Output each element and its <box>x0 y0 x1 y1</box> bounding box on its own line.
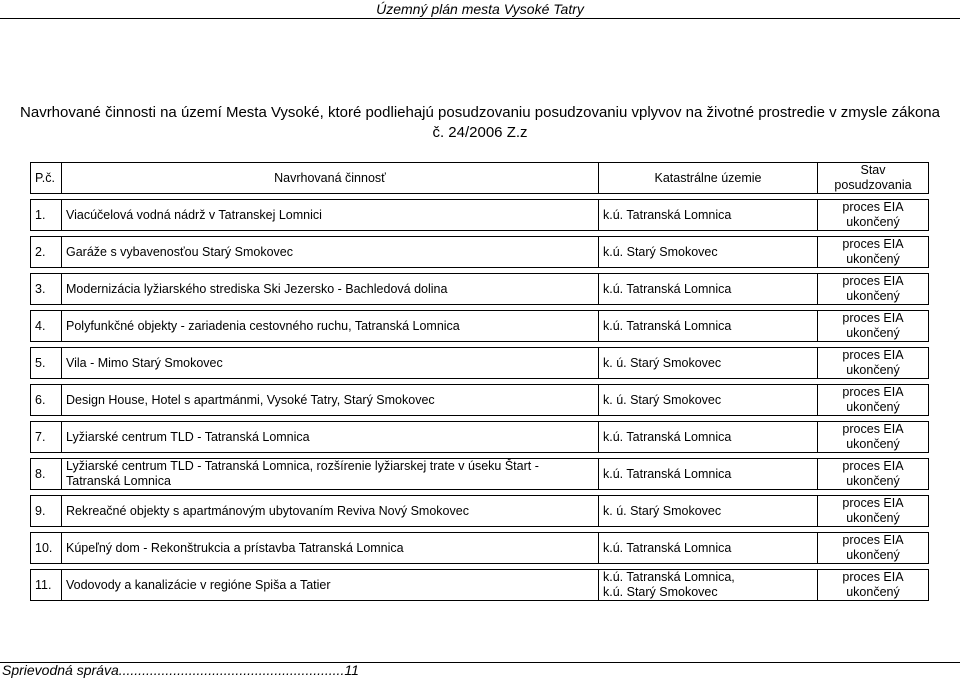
table-row <box>31 274 929 305</box>
row-status: proces EIA ukončený <box>818 237 929 268</box>
row-number: 8. <box>31 459 62 490</box>
row-number: 9. <box>31 496 62 527</box>
row-status: proces EIA ukončený <box>818 385 929 416</box>
row-cadastral-area: k.ú. Tatranská Lomnica <box>599 311 818 342</box>
header-number: P.č. <box>31 163 62 194</box>
row-cadastral-area: k.ú. Tatranská Lomnica <box>599 274 818 305</box>
table-row <box>31 496 929 527</box>
row-status: proces EIA ukončený <box>818 496 929 527</box>
table-row <box>31 533 929 564</box>
row-cadastral-area: k. ú. Starý Smokovec <box>599 385 818 416</box>
table-row <box>31 570 929 601</box>
row-activity: Modernizácia lyžiarského strediska Ski Jezersko - Bachledová dolina <box>62 274 599 305</box>
table-row <box>31 311 929 342</box>
row-activity: Garáže s vybavenosťou Starý Smokovec <box>62 237 599 268</box>
row-activity: Vodovody a kanalizácie v regióne Spiša a Tatier <box>62 570 599 601</box>
row-status: proces EIA ukončený <box>818 570 929 601</box>
row-number: 3. <box>31 274 62 305</box>
row-activity: Polyfunkčné objekty - zariadenia cestovného ruchu, Tatranská Lomnica <box>62 311 599 342</box>
row-number: 5. <box>31 348 62 379</box>
header-divider <box>0 18 960 19</box>
row-activity: Lyžiarské centrum TLD - Tatranská Lomnica <box>62 422 599 453</box>
row-activity: Kúpeľný dom - Rekonštrukcia a prístavba Tatranská Lomnica <box>62 533 599 564</box>
table-row <box>31 348 929 379</box>
row-status: proces EIA ukončený <box>818 459 929 490</box>
row-number: 10. <box>31 533 62 564</box>
intro-paragraph: Navrhované činnosti na území Mesta Vysoké, ktoré podliehajú posudzovaniu posudzovaniu vplyvov na životné prostredie v zmysle zákona č. 24/2006 Z.z <box>20 104 940 141</box>
table-row <box>31 385 929 416</box>
row-cadastral-area: k. ú. Starý Smokovec <box>599 348 818 379</box>
row-number: 6. <box>31 385 62 416</box>
row-status: proces EIA ukončený <box>818 311 929 342</box>
row-activity: Viacúčelová vodná nádrž v Tatranskej Lomnici <box>62 200 599 231</box>
row-cadastral-area: k.ú. Starý Smokovec <box>599 237 818 268</box>
row-status: proces EIA ukončený <box>818 422 929 453</box>
row-status: proces EIA ukončený <box>818 274 929 305</box>
row-activity: Design House, Hotel s apartmánmi, Vysoké Tatry, Starý Smokovec <box>62 385 599 416</box>
row-status: proces EIA ukončený <box>818 200 929 231</box>
row-cadastral-area: k.ú. Tatranská Lomnica <box>599 459 818 490</box>
row-number: 4. <box>31 311 62 342</box>
row-status: proces EIA ukončený <box>818 533 929 564</box>
table-row <box>31 422 929 453</box>
header-status: Stav posudzovania <box>818 163 929 194</box>
row-cadastral-area: k.ú. Tatranská Lomnica <box>599 533 818 564</box>
footer-page-label: Sprievodná správa..........................................................11 <box>2 662 359 678</box>
projects-table <box>30 162 929 601</box>
header-cadastral-area: Katastrálne územie <box>599 163 818 194</box>
row-cadastral-area: k. ú. Starý Smokovec <box>599 496 818 527</box>
table-header-row <box>31 163 929 194</box>
table-row <box>31 459 929 490</box>
row-cadastral-area: k.ú. Tatranská Lomnica <box>599 200 818 231</box>
row-number: 11. <box>31 570 62 601</box>
row-activity: Rekreačné objekty s apartmánovým ubytovaním Reviva Nový Smokovec <box>62 496 599 527</box>
row-number: 7. <box>31 422 62 453</box>
row-activity: Vila - Mimo Starý Smokovec <box>62 348 599 379</box>
row-number: 1. <box>31 200 62 231</box>
row-activity: Lyžiarské centrum TLD - Tatranská Lomnica, rozšírenie lyžiarskej trate v úseku Štart - Tatranská Lomnica <box>62 459 599 490</box>
row-cadastral-area: k.ú. Tatranská Lomnica, k.ú. Starý Smokovec <box>599 570 818 601</box>
table-row <box>31 200 929 231</box>
row-number: 2. <box>31 237 62 268</box>
header-activity: Navrhovaná činnosť <box>62 163 599 194</box>
row-cadastral-area: k.ú. Tatranská Lomnica <box>599 422 818 453</box>
table-row <box>31 237 929 268</box>
document-header-title: Územný plán mesta Vysoké Tatry <box>376 1 584 17</box>
row-status: proces EIA ukončený <box>818 348 929 379</box>
